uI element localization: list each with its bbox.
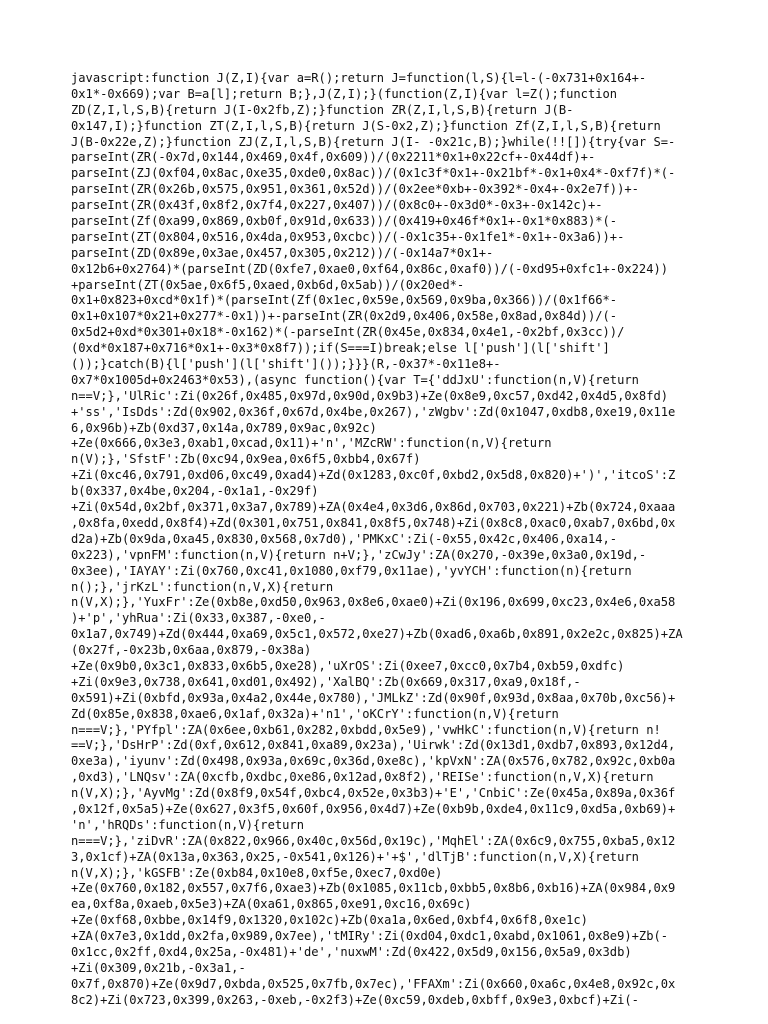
code-line: +ZA(0x7e3,0x1dd,0x2fa,0x989,0x7ee),'tMIRy':Zi(0xd04,0xdc1,0xabd,0x1061,0x8e9)+Zb(-	[71, 929, 669, 944]
code-line: parseInt(ZR(-0x7d,0x144,0x469,0x4f,0x609))/(0x2211*0x1+0x22cf+-0x44df)+-	[71, 150, 596, 165]
code-line: ==V;},'DsHrP':Zd(0xf,0x612,0x841,0xa89,0x23a),'Uirwk':Zd(0x13d1,0xdb7,0x893,0x12d4,	[71, 738, 676, 753]
code-line: ZD(Z,I,l,S,B){return J(I-0x2fb,Z);}function ZR(Z,I,l,S,B){return J(B-	[71, 102, 574, 117]
code-line: +Zi(0xc46,0x791,0xd06,0xc49,0xad4)+Zd(0x1283,0xc0f,0xbd2,0x5d8,0x820)+')','itcoS':Z	[71, 468, 676, 483]
code-line: 0x591)+Zi(0xbfd,0x93a,0x4a2,0x44e,0x780),'JMLkZ':Zd(0x90f,0x93d,0x8aa,0x70b,0xc56)+	[71, 690, 676, 705]
code-line: +Ze(0x666,0x3e3,0xab1,0xcad,0x11)+'n','MZcRW':function(n,V){return	[71, 436, 552, 451]
code-line: J(B-0x22e,Z);}function ZJ(Z,I,l,S,B){return J(I- -0x21c,B);}while(!![]){try{var S=-	[71, 134, 676, 149]
code-line: ,0x12f,0x5a5)+Ze(0x627,0x3f5,0x60f,0x956,0x4d7)+Ze(0xb9b,0xde4,0x11c9,0xd5a,0xb69)+	[71, 801, 676, 816]
code-line: 6,0x96b)+Zb(0xd37,0x14a,0x789,0x9ac,0x92c)	[71, 420, 377, 435]
code-line: ,0x8fa,0xedd,0x8f4)+Zd(0x301,0x751,0x841,0x8f5,0x748)+Zi(0x8c8,0xac0,0xab7,0x6bd,0x	[71, 515, 676, 530]
code-line: n(V,X);},'AyvMg':Zd(0x8f9,0x54f,0xbc4,0x52e,0x3b3)+'E','CnbiC':Ze(0x45a,0x89a,0x36f	[71, 786, 676, 801]
code-line: 0x3ee),'IAYAY':Zi(0x760,0xc41,0x1080,0xf79,0x11ae),'yvYCH':function(n){return	[71, 563, 632, 578]
code-line: +Zi(0x309,0x21b,-0x3a1,-	[71, 960, 246, 975]
code-line: parseInt(ZR(0x43f,0x8f2,0x7f4,0x227,0x407))/(0x8c0+-0x3d0*-0x3+-0x142c)+-	[71, 198, 603, 213]
code-line: n(V,X);},'YuxFr':Ze(0xb8e,0xd50,0x963,0x8e6,0xae0)+Zi(0x196,0x699,0xc23,0x4e6,0xa58	[71, 595, 676, 610]
code-line: (0x27f,-0x23b,0x6aa,0x879,-0x38a)	[71, 643, 312, 658]
code-line: 8c2)+Zi(0x723,0x399,0x263,-0xeb,-0x2f3)+Ze(0xc59,0xdeb,0xbff,0x9e3,0xbcf)+Zi(-	[71, 992, 639, 1007]
code-line: n();},'jrKzL':function(n,V,X){return	[71, 579, 334, 594]
code-line: parseInt(ZR(0x26b,0x575,0x951,0x361,0x52d))/(0x2ee*0xb+-0x392*-0x4+-0x2e7f))+-	[71, 182, 639, 197]
code-line: 0x7*0x1005d+0x2463*0x53),(async function(){var T={'ddJxU':function(n,V){return	[71, 372, 639, 387]
code-line: 0x1*-0x669);var B=a[l];return B;},J(Z,I);}(function(Z,I){var l=Z();function	[71, 86, 618, 101]
code-line: 0x1+0x823+0xcd*0x1f)*(parseInt(Zf(0x1ec,0x59e,0x569,0x9ba,0x366))/(0x1f66*-	[71, 293, 618, 308]
code-line: n(V);},'SfstF':Zb(0xc94,0x9ea,0x6f5,0xbb4,0x67f)	[71, 452, 421, 467]
code-line: parseInt(ZD(0x89e,0x3ae,0x457,0x305,0x212))/(-0x14a7*0x1+-	[71, 245, 494, 260]
code-line: parseInt(ZT(0x804,0x516,0x4da,0x953,0xcbc))/(-0x1c35+-0x1fe1*-0x1+-0x3a6))+-	[71, 229, 625, 244]
code-line: )+'p','yhRua':Zi(0x33,0x387,-0xe0,-	[71, 611, 326, 626]
code-line: 0x7f,0x870)+Ze(0x9d7,0xbda,0x525,0x7fb,0x7ec),'FFAXm':Zi(0x660,0xa6c,0x4e8,0x92c,0x	[71, 976, 676, 991]
code-line: Zd(0x85e,0x838,0xae6,0x1af,0x32a)+'n1','oKCrY':function(n,V){return	[71, 706, 559, 721]
code-line: 3,0x1cf)+ZA(0x13a,0x363,0x25,-0x541,0x126)+'+$','dlTjB':function(n,V,X){return	[71, 849, 639, 864]
code-line: +Zi(0x54d,0x2bf,0x371,0x3a7,0x789)+ZA(0x4e4,0x3d6,0x86d,0x703,0x221)+Zb(0x724,0xaaa	[71, 500, 676, 515]
code-line: +'ss','IsDds':Zd(0x902,0x36f,0x67d,0x4be,0x267),'zWgbv':Zd(0x1047,0xdb8,0xe19,0x11e	[71, 404, 676, 419]
code-line: +Ze(0xf68,0xbbe,0x14f9,0x1320,0x102c)+Zb(0xa1a,0x6ed,0xbf4,0x6f8,0xe1c)	[71, 913, 588, 928]
code-line: +Zi(0x9e3,0x738,0x641,0xd01,0x492),'XalBQ':Zb(0x669,0x317,0xa9,0x18f,-	[71, 674, 581, 689]
code-line: 0x12b6+0x2764)*(parseInt(ZD(0xfe7,0xae0,0xf64,0x86c,0xaf0))/(-0xd95+0xfc1+-0x224))	[71, 261, 669, 276]
code-line: javascript:function J(Z,I){var a=R();return J=function(l,S){l=l-(-0x731+0x164+-	[71, 71, 647, 85]
code-line: ea,0xf8a,0xaeb,0x5e3)+ZA(0xa61,0x865,0xe91,0xc16,0x69c)	[71, 897, 472, 912]
code-line: +Ze(0x760,0x182,0x557,0x7f6,0xae3)+Zb(0x1085,0x11cb,0xbb5,0x8b6,0xb16)+ZA(0x984,0x9	[71, 881, 676, 896]
code-line: +Ze(0x9b0,0x3c1,0x833,0x6b5,0xe28),'uXrOS':Zi(0xee7,0xcc0,0x7b4,0xb59,0xdfc)	[71, 658, 625, 673]
code-line: 0xe3a),'iyunv':Zd(0x498,0x93a,0x69c,0x36d,0xe8c),'kpVxN':ZA(0x576,0x782,0x92c,0xb0a	[71, 754, 676, 769]
code-line: n===V;},'ziDvR':ZA(0x822,0x966,0x40c,0x56d,0x19c),'MqhEl':ZA(0x6c9,0x755,0xba5,0x12	[71, 833, 676, 848]
code-line: n==V;},'UlRic':Zi(0x26f,0x485,0x97d,0x90d,0x9b3)+Ze(0x8e9,0xc57,0xd42,0x4d5,0x8fd)	[71, 388, 669, 403]
code-line: 0x223),'vpnFM':function(n,V){return n+V;},'zCwJy':ZA(0x270,-0x39e,0x3a0,0x19d,-	[71, 547, 647, 562]
code-line: 0x5d2+0xd*0x301+0x18*-0x162)*(-parseInt(ZR(0x45e,0x834,0x4e1,-0x2bf,0x3cc))/	[71, 325, 625, 340]
code-line: 0x1cc,0x2ff,0xd4,0x25a,-0x481)+'de','nuxwM':Zd(0x422,0x5d9,0x156,0x5a9,0x3db)	[71, 944, 632, 959]
code-line: ());}catch(B){l['push'](l['shift']());}}}(R,-0x37*-0x11e8+-	[71, 357, 501, 372]
code-line: n===V;},'PYfpl':ZA(0x6ee,0xb61,0x282,0xbdd,0x5e9),'vwHkC':function(n,V){return n!	[71, 722, 661, 737]
code-line: 0x147,I);}function ZT(Z,I,l,S,B){return J(S-0x2,Z);}function Zf(Z,I,l,S,B){return	[71, 118, 661, 133]
code-line: b(0x337,0x4be,0x204,-0x1a1,-0x29f)	[71, 484, 319, 499]
code-line: parseInt(ZJ(0xf04,0x8ac,0xe35,0xde0,0x8ac))/(0x1c3f*0x1+-0x21bf*-0x1+0x4*-0xf7f)*(-	[71, 166, 676, 181]
code-line: +parseInt(ZT(0x5ae,0x6f5,0xaed,0xb6d,0x5ab))/(0x20ed*-	[71, 277, 465, 292]
code-line: n(V,X);},'kGSFB':Ze(0xb84,0x10e8,0xf5e,0xec7,0xd0e)	[71, 865, 443, 880]
code-line: parseInt(Zf(0xa99,0x869,0xb0f,0x91d,0x633))/(0x419+0x46f*0x1+-0x1*0x883)*(-	[71, 214, 618, 229]
code-line: d2a)+Zb(0x9da,0xa45,0x830,0x568,0x7d0),'PMKxC':Zi(-0x55,0x42c,0x406,0xa14,-	[71, 531, 618, 546]
code-line: 'n','hRQDs':function(n,V){return	[71, 817, 304, 832]
code-line: 0x1+0x107*0x21+0x277*-0x1))+-parseInt(ZR(0x2d9,0x406,0x58e,0x8ad,0x84d))/(-	[71, 309, 618, 324]
code-line: (0xd*0x187+0x716*0x1+-0x3*0x8f7));if(S===I)break;else l['push'](l['shift']	[71, 341, 610, 356]
code-line: 0x1a7,0x749)+Zd(0x444,0xa69,0x5c1,0x572,0xe27)+Zb(0xad6,0xa6b,0x891,0x2e2c,0x825)+ZA	[71, 627, 683, 642]
javascript-code-block	[71, 71, 703, 1009]
code-line: ,0xd3),'LNQsv':ZA(0xcfb,0xdbc,0xe86,0x12ad,0x8f2),'REISe':function(n,V,X){return	[71, 770, 654, 785]
